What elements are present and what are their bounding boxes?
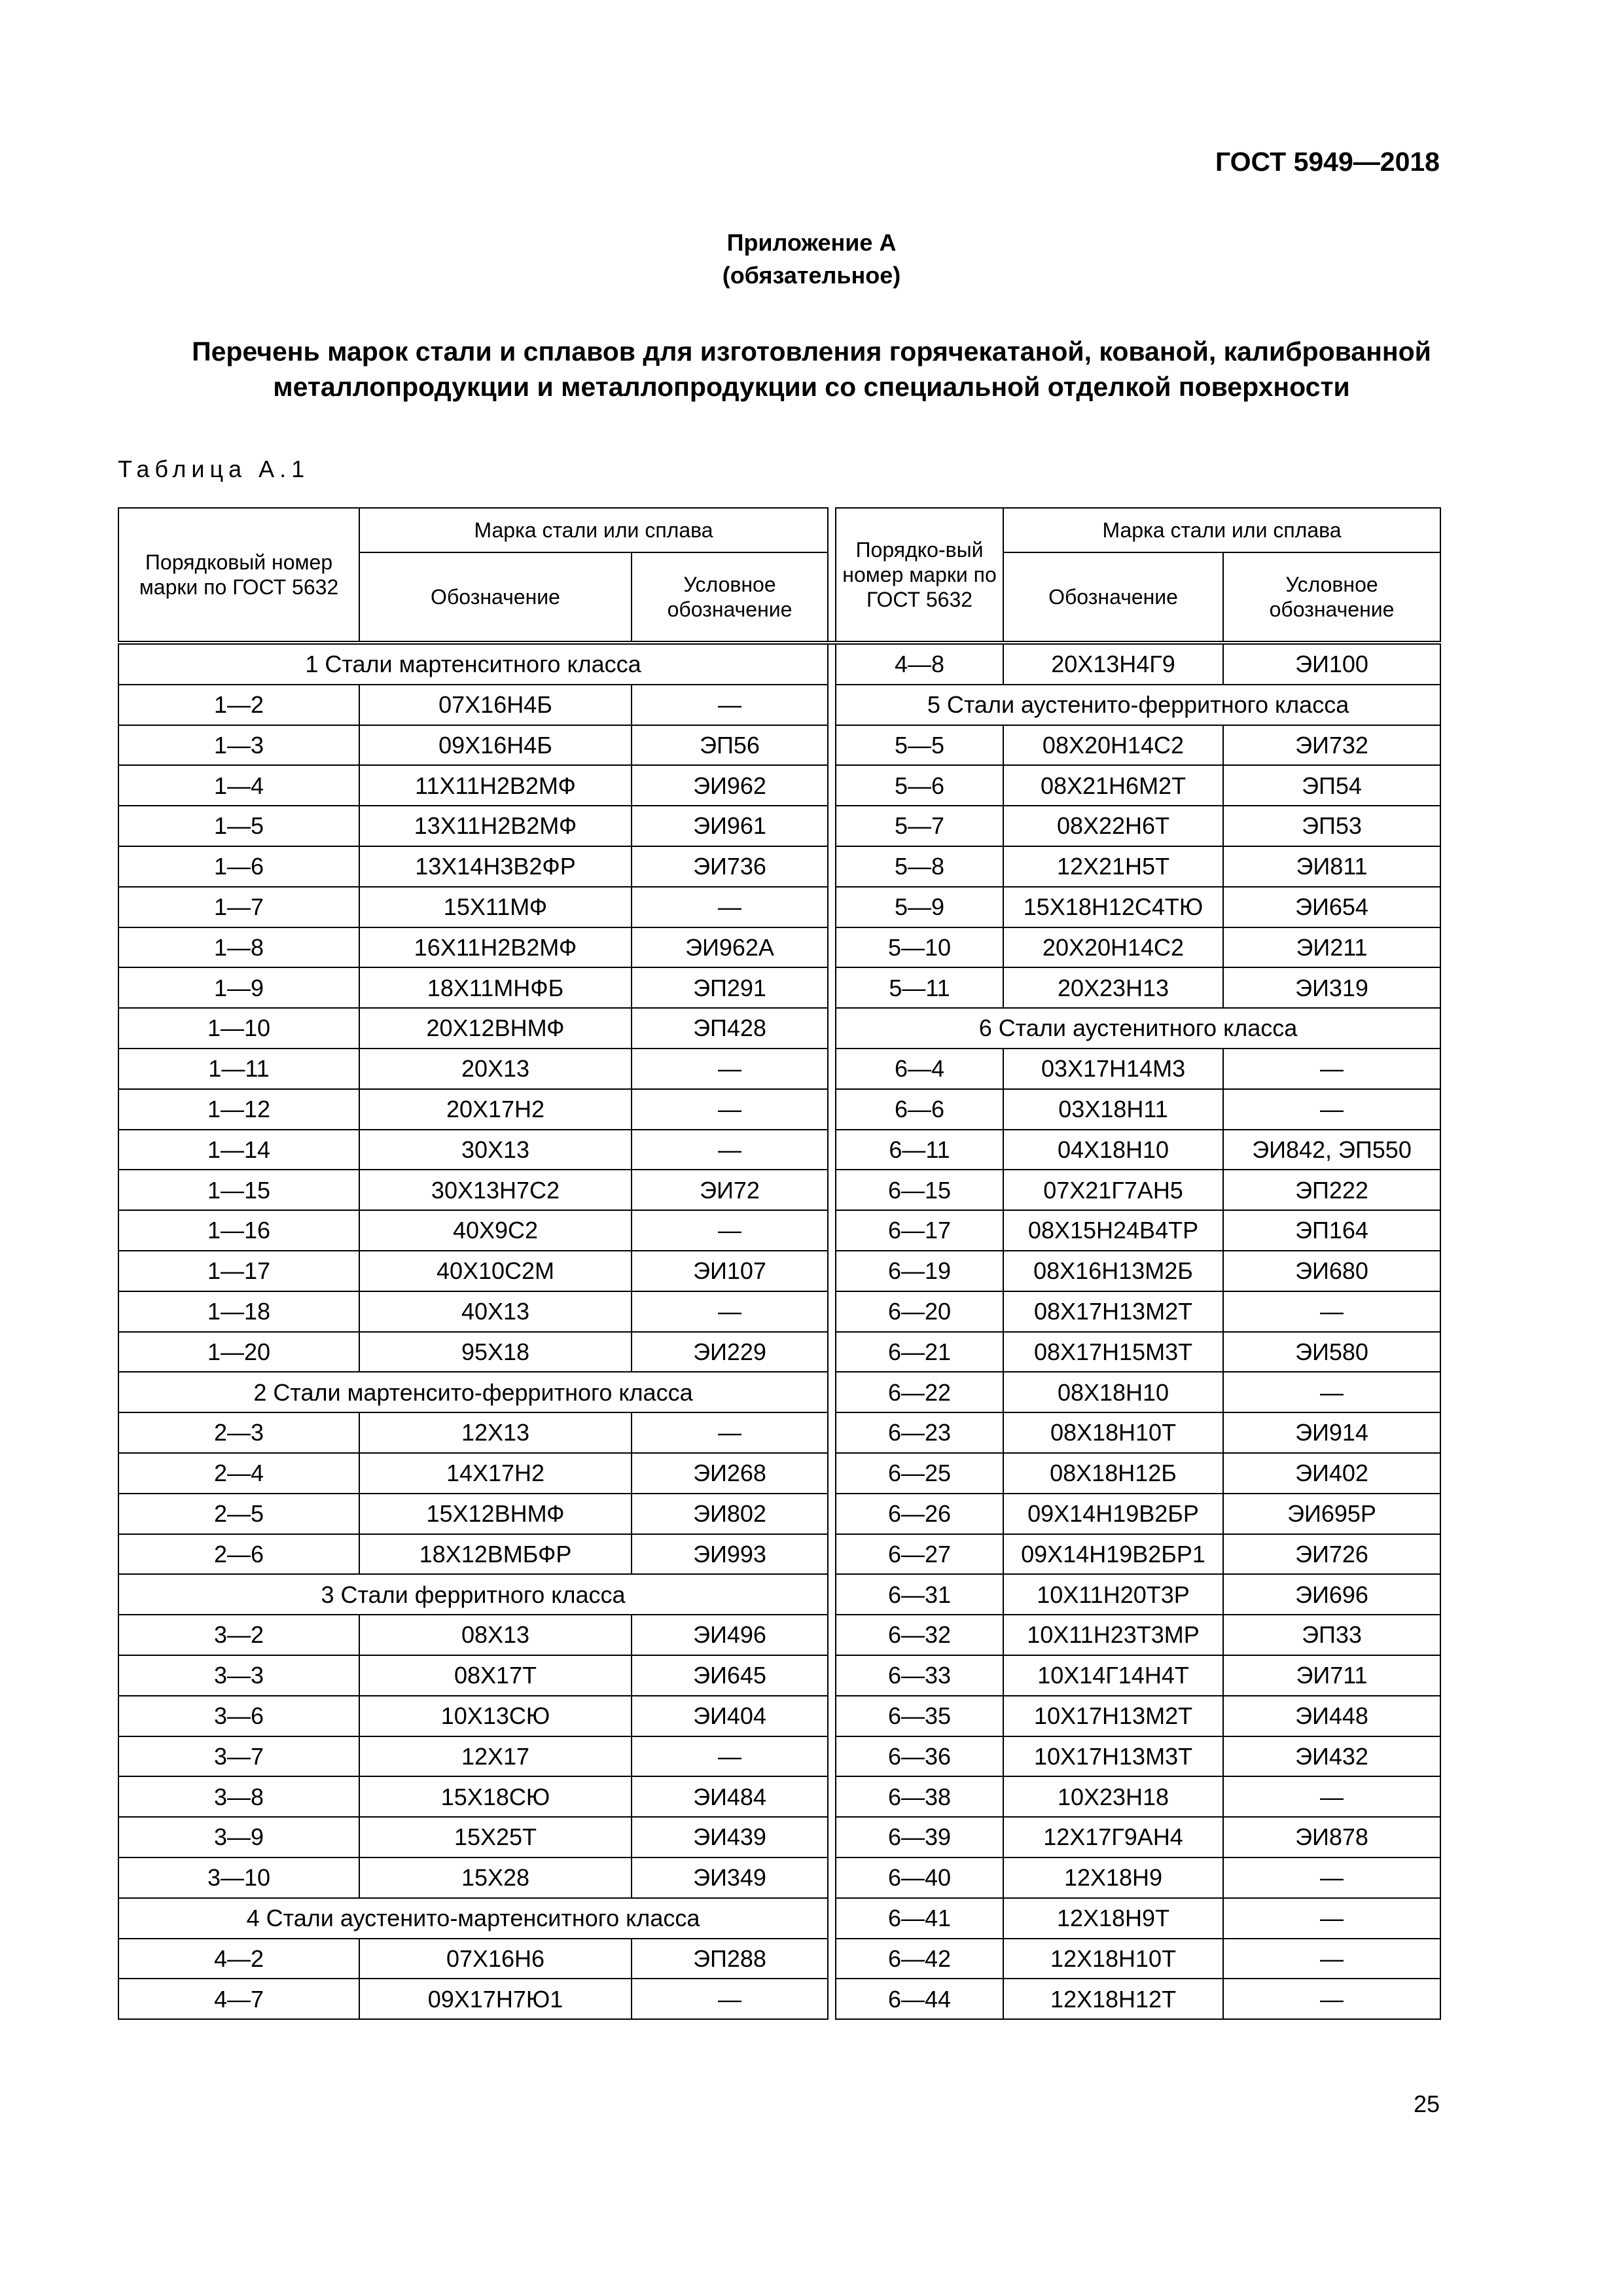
grade-number: 5—8 (836, 846, 1003, 887)
grade-conditional-designation: — (632, 1130, 828, 1170)
table-row (118, 806, 1440, 846)
grade-number: 1—18 (118, 1291, 359, 1332)
grade-number: 6—4 (836, 1049, 1003, 1089)
table-row (118, 725, 1440, 766)
grade-number: 3—3 (118, 1655, 359, 1696)
grade-conditional-designation: ЭП56 (632, 725, 828, 766)
grade-number: 6—38 (836, 1776, 1003, 1817)
grade-designation: 15Х12ВНМФ (359, 1494, 632, 1534)
grade-number: 2—6 (118, 1534, 359, 1575)
grade-conditional-designation: ЭП54 (1223, 765, 1440, 806)
grade-conditional-designation: ЭИ645 (632, 1655, 828, 1696)
table-body (118, 643, 1440, 2019)
grade-designation: 08Х15Н24В4ТР (1003, 1210, 1223, 1251)
grade-designation: 13Х11Н2В2МФ (359, 806, 632, 846)
grade-number: 1—5 (118, 806, 359, 846)
header-mark-group-right: Марка стали или сплава (1003, 508, 1440, 552)
column-separator (828, 765, 836, 806)
section-header: 1 Стали мартенситного класса (118, 643, 828, 685)
grade-conditional-designation: — (632, 1089, 828, 1130)
grade-conditional-designation: ЭП288 (632, 1939, 828, 1979)
header-number-right: Порядко-вый номер марки по ГОСТ 5632 (836, 508, 1003, 643)
grade-number: 1—9 (118, 967, 359, 1008)
grade-number: 1—14 (118, 1130, 359, 1170)
grade-number: 6—19 (836, 1251, 1003, 1291)
grade-designation: 20Х12ВНМФ (359, 1008, 632, 1049)
grade-conditional-designation: ЭИ962 (632, 765, 828, 806)
column-separator (828, 1939, 836, 1979)
grade-number: 2—3 (118, 1412, 359, 1453)
grade-number: 6—32 (836, 1615, 1003, 1655)
grade-conditional-designation: — (632, 685, 828, 725)
table-row (118, 1170, 1440, 1210)
grade-designation: 09Х17Н7Ю1 (359, 1979, 632, 2019)
grade-conditional-designation: ЭИ914 (1223, 1412, 1440, 1453)
grade-conditional-designation: ЭИ229 (632, 1332, 828, 1372)
grade-designation: 12Х17 (359, 1736, 632, 1777)
column-separator (828, 1736, 836, 1777)
table-row (118, 1776, 1440, 1817)
grade-conditional-designation: — (632, 1979, 828, 2019)
grade-designation: 40Х13 (359, 1291, 632, 1332)
grade-conditional-designation: — (632, 1210, 828, 1251)
column-separator (828, 1372, 836, 1412)
column-separator (828, 806, 836, 846)
grade-designation: 40Х10С2М (359, 1251, 632, 1291)
grade-designation: 20Х20Н14С2 (1003, 927, 1223, 968)
column-separator (828, 1049, 836, 1089)
grade-conditional-designation: — (1223, 1776, 1440, 1817)
grade-conditional-designation: — (632, 1049, 828, 1089)
column-separator (828, 967, 836, 1008)
column-separator (828, 1291, 836, 1332)
grade-designation: 10Х11Н23Т3МР (1003, 1615, 1223, 1655)
grade-number: 6—36 (836, 1736, 1003, 1777)
grade-conditional-designation: ЭИ404 (632, 1696, 828, 1736)
grade-number: 2—4 (118, 1453, 359, 1494)
grade-number: 1—3 (118, 725, 359, 766)
grade-number: 6—17 (836, 1210, 1003, 1251)
grade-conditional-designation: — (1223, 1857, 1440, 1898)
document-heading (118, 334, 1505, 404)
grade-conditional-designation: — (632, 1412, 828, 1453)
grade-number: 6—31 (836, 1574, 1003, 1615)
grade-conditional-designation: ЭИ654 (1223, 887, 1440, 927)
grade-designation: 10Х23Н18 (1003, 1776, 1223, 1817)
grade-conditional-designation: ЭИ484 (632, 1776, 828, 1817)
grade-designation: 08Х18Н10 (1003, 1372, 1223, 1412)
column-separator (828, 1453, 836, 1494)
table-row (118, 1979, 1440, 2019)
header-designation-left: Обозначение (359, 552, 632, 643)
grade-number: 6—11 (836, 1130, 1003, 1170)
grade-designation: 15Х11МФ (359, 887, 632, 927)
table-row (118, 1615, 1440, 1655)
grade-designation: 03Х18Н11 (1003, 1089, 1223, 1130)
grade-conditional-designation: — (1223, 1898, 1440, 1939)
grade-conditional-designation: ЭИ802 (632, 1494, 828, 1534)
grade-designation: 20Х23Н13 (1003, 967, 1223, 1008)
grade-conditional-designation: ЭИ842, ЭП550 (1223, 1130, 1440, 1170)
grade-number: 5—10 (836, 927, 1003, 968)
column-separator (828, 1817, 836, 1857)
header-conditional-right: Условное обозначение (1223, 552, 1440, 643)
grade-number: 4—2 (118, 1939, 359, 1979)
grade-number: 3—7 (118, 1736, 359, 1777)
grade-conditional-designation: ЭИ695Р (1223, 1494, 1440, 1534)
column-separator (828, 1494, 836, 1534)
grade-conditional-designation: ЭИ878 (1223, 1817, 1440, 1857)
column-separator (828, 1776, 836, 1817)
grade-number: 6—42 (836, 1939, 1003, 1979)
grade-designation: 08Х16Н13М2Б (1003, 1251, 1223, 1291)
grade-number: 6—33 (836, 1655, 1003, 1696)
grade-number: 5—7 (836, 806, 1003, 846)
grade-designation: 12Х18Н9Т (1003, 1898, 1223, 1939)
grade-conditional-designation: — (1223, 1939, 1440, 1979)
grade-number: 1—16 (118, 1210, 359, 1251)
column-separator (828, 887, 836, 927)
section-header: 6 Стали аустенитного класса (836, 1008, 1440, 1049)
grade-designation: 15Х25Т (359, 1817, 632, 1857)
grade-conditional-designation: ЭИ439 (632, 1817, 828, 1857)
grade-designation: 04Х18Н10 (1003, 1130, 1223, 1170)
grade-designation: 20Х13Н4Г9 (1003, 643, 1223, 685)
grade-designation: 20Х17Н2 (359, 1089, 632, 1130)
grade-number: 1—11 (118, 1049, 359, 1089)
grade-designation: 09Х14Н19В2БР1 (1003, 1534, 1223, 1575)
grade-designation: 18Х11МНФБ (359, 967, 632, 1008)
grade-designation: 95Х18 (359, 1332, 632, 1372)
column-separator (828, 1857, 836, 1898)
table-row (118, 927, 1440, 968)
grade-designation: 08Х20Н14С2 (1003, 725, 1223, 766)
grade-conditional-designation: — (1223, 1979, 1440, 2019)
steel-grades-table (118, 507, 1440, 2020)
grade-conditional-designation: ЭП53 (1223, 806, 1440, 846)
grade-number: 1—6 (118, 846, 359, 887)
grade-designation: 11Х11Н2В2МФ (359, 765, 632, 806)
grade-number: 5—6 (836, 765, 1003, 806)
appendix-status: (обязательное) (722, 262, 901, 289)
grade-number: 5—5 (836, 725, 1003, 766)
table-row (118, 1857, 1440, 1898)
grade-number: 6—26 (836, 1494, 1003, 1534)
column-separator (828, 508, 836, 643)
section-header: 3 Стали ферритного класса (118, 1574, 828, 1615)
grade-number: 6—20 (836, 1291, 1003, 1332)
grade-conditional-designation: ЭИ349 (632, 1857, 828, 1898)
appendix-heading (0, 226, 1623, 292)
grade-designation: 07Х16Н4Б (359, 685, 632, 725)
grade-designation: 08Х17Н15М3Т (1003, 1332, 1223, 1372)
grade-number: 6—40 (836, 1857, 1003, 1898)
table-row (118, 1130, 1440, 1170)
grade-number: 6—27 (836, 1534, 1003, 1575)
grade-conditional-designation: — (632, 1291, 828, 1332)
column-separator (828, 1979, 836, 2019)
grade-conditional-designation: — (632, 887, 828, 927)
document-code: ГОСТ 5949—2018 (1215, 147, 1440, 177)
section-header: 2 Стали мартенсито-ферритного класса (118, 1372, 828, 1412)
grade-number: 6—41 (836, 1898, 1003, 1939)
table-row (118, 1696, 1440, 1736)
grade-conditional-designation: ЭИ580 (1223, 1332, 1440, 1372)
grade-conditional-designation: — (1223, 1049, 1440, 1089)
grade-conditional-designation: ЭИ448 (1223, 1696, 1440, 1736)
table-row (118, 967, 1440, 1008)
table-row (118, 1089, 1440, 1130)
grade-number: 2—5 (118, 1494, 359, 1534)
grade-designation: 15Х18СЮ (359, 1776, 632, 1817)
grade-number: 1—20 (118, 1332, 359, 1372)
column-separator (828, 927, 836, 968)
grade-conditional-designation: — (632, 1736, 828, 1777)
grade-conditional-designation: ЭИ696 (1223, 1574, 1440, 1615)
grade-conditional-designation: ЭИ100 (1223, 643, 1440, 685)
grade-designation: 08Х18Н12Б (1003, 1453, 1223, 1494)
grade-designation: 10Х17Н13М2Т (1003, 1696, 1223, 1736)
grade-conditional-designation: ЭП164 (1223, 1210, 1440, 1251)
table-row (118, 1210, 1440, 1251)
column-separator (828, 1210, 836, 1251)
table-row (118, 1817, 1440, 1857)
grade-designation: 08Х18Н10Т (1003, 1412, 1223, 1453)
table-row (118, 685, 1440, 725)
column-separator (828, 1574, 836, 1615)
grade-number: 3—6 (118, 1696, 359, 1736)
grade-designation: 08Х17Н13М2Т (1003, 1291, 1223, 1332)
grade-conditional-designation: ЭП33 (1223, 1615, 1440, 1655)
grade-conditional-designation: ЭИ680 (1223, 1251, 1440, 1291)
header-conditional-left: Условное обозначение (632, 552, 828, 643)
grade-designation: 12Х18Н9 (1003, 1857, 1223, 1898)
grade-number: 6—44 (836, 1979, 1003, 2019)
table-row (118, 1736, 1440, 1777)
grade-conditional-designation: ЭП428 (632, 1008, 828, 1049)
grade-number: 1—17 (118, 1251, 359, 1291)
grade-designation: 10Х14Г14Н4Т (1003, 1655, 1223, 1696)
grade-designation: 10Х11Н20Т3Р (1003, 1574, 1223, 1615)
table-row (118, 1332, 1440, 1372)
grade-conditional-designation: ЭП291 (632, 967, 828, 1008)
table-row (118, 1898, 1440, 1939)
grade-designation: 14Х17Н2 (359, 1453, 632, 1494)
table-row (118, 1494, 1440, 1534)
column-separator (828, 685, 836, 725)
grade-number: 6—21 (836, 1332, 1003, 1372)
column-separator (828, 1332, 836, 1372)
column-separator (828, 1130, 836, 1170)
column-separator (828, 1251, 836, 1291)
grade-number: 6—23 (836, 1412, 1003, 1453)
header-number-left: Порядковый номер марки по ГОСТ 5632 (118, 508, 359, 643)
grade-designation: 12Х17Г9АН4 (1003, 1817, 1223, 1857)
grade-number: 3—9 (118, 1817, 359, 1857)
grade-number: 1—4 (118, 765, 359, 806)
column-separator (828, 1655, 836, 1696)
grade-conditional-designation: ЭИ432 (1223, 1736, 1440, 1777)
table-row (118, 1412, 1440, 1453)
table-row (118, 1372, 1440, 1412)
grade-conditional-designation: ЭИ211 (1223, 927, 1440, 968)
grade-number: 1—10 (118, 1008, 359, 1049)
column-separator (828, 1615, 836, 1655)
grade-conditional-designation: — (1223, 1089, 1440, 1130)
grade-designation: 08Х22Н6Т (1003, 806, 1223, 846)
column-separator (828, 1696, 836, 1736)
table-row (118, 1008, 1440, 1049)
header-mark-group-left: Марка стали или сплава (359, 508, 828, 552)
grade-designation: 10Х17Н13М3Т (1003, 1736, 1223, 1777)
grade-conditional-designation: ЭИ268 (632, 1453, 828, 1494)
grade-conditional-designation: ЭИ962А (632, 927, 828, 968)
grade-designation: 12Х21Н5Т (1003, 846, 1223, 887)
grade-conditional-designation: ЭИ736 (632, 846, 828, 887)
appendix-title: Приложение А (726, 229, 897, 256)
section-header: 4 Стали аустенито-мартенситного класса (118, 1898, 828, 1939)
grade-designation: 40Х9С2 (359, 1210, 632, 1251)
grade-designation: 10Х13СЮ (359, 1696, 632, 1736)
column-separator (828, 1008, 836, 1049)
page-number: 25 (1413, 2090, 1440, 2117)
grade-number: 6—39 (836, 1817, 1003, 1857)
table-row (118, 1534, 1440, 1575)
column-separator (828, 1412, 836, 1453)
grade-designation: 12Х13 (359, 1412, 632, 1453)
grade-number: 6—6 (836, 1089, 1003, 1130)
column-separator (828, 1170, 836, 1210)
grade-designation: 18Х12ВМБФР (359, 1534, 632, 1575)
grade-designation: 20Х13 (359, 1049, 632, 1089)
grade-designation: 07Х16Н6 (359, 1939, 632, 1979)
table-row (118, 1453, 1440, 1494)
grade-designation: 09Х16Н4Б (359, 725, 632, 766)
table-row (118, 846, 1440, 887)
heading-line-2: металлопродукции и металлопродукции со специальной отделкой поверхности (273, 372, 1350, 402)
table-row (118, 1291, 1440, 1332)
grade-number: 5—9 (836, 887, 1003, 927)
grade-designation: 07Х21Г7АН5 (1003, 1170, 1223, 1210)
table-label: Таблица А.1 (118, 456, 310, 482)
grade-designation: 30Х13 (359, 1130, 632, 1170)
grade-designation: 30Х13Н7С2 (359, 1170, 632, 1210)
grade-designation: 08Х17Т (359, 1655, 632, 1696)
grade-designation: 15Х18Н12С4ТЮ (1003, 887, 1223, 927)
table-row (118, 1655, 1440, 1696)
grade-number: 1—7 (118, 887, 359, 927)
column-separator (828, 846, 836, 887)
column-separator (828, 643, 836, 685)
grade-conditional-designation: ЭИ72 (632, 1170, 828, 1210)
grade-number: 1—15 (118, 1170, 359, 1210)
grade-conditional-designation: ЭИ726 (1223, 1534, 1440, 1575)
grade-number: 4—8 (836, 643, 1003, 685)
grade-conditional-designation: ЭИ711 (1223, 1655, 1440, 1696)
grade-designation: 15Х28 (359, 1857, 632, 1898)
grade-conditional-designation: ЭП222 (1223, 1170, 1440, 1210)
grade-number: 4—7 (118, 1979, 359, 2019)
grade-designation: 12Х18Н10Т (1003, 1939, 1223, 1979)
grade-number: 6—35 (836, 1696, 1003, 1736)
grade-conditional-designation: ЭИ319 (1223, 967, 1440, 1008)
grade-conditional-designation: ЭИ811 (1223, 846, 1440, 887)
table-row (118, 765, 1440, 806)
grade-conditional-designation: ЭИ961 (632, 806, 828, 846)
table-row (118, 1574, 1440, 1615)
grade-conditional-designation: ЭИ732 (1223, 725, 1440, 766)
heading-line-1: Перечень марок стали и сплавов для изготовления горячекатаной, кованой, калиброванной (192, 336, 1431, 367)
section-header: 5 Стали аустенито-ферритного класса (836, 685, 1440, 725)
grade-designation: 16Х11Н2В2МФ (359, 927, 632, 968)
grade-designation: 03Х17Н14М3 (1003, 1049, 1223, 1089)
grade-designation: 08Х13 (359, 1615, 632, 1655)
grade-conditional-designation: — (1223, 1372, 1440, 1412)
table-row (118, 643, 1440, 685)
table-row (118, 1939, 1440, 1979)
grade-number: 3—8 (118, 1776, 359, 1817)
column-separator (828, 1089, 836, 1130)
grade-number: 6—22 (836, 1372, 1003, 1412)
table-row (118, 1251, 1440, 1291)
table-row (118, 1049, 1440, 1089)
grade-conditional-designation: ЭИ402 (1223, 1453, 1440, 1494)
grade-conditional-designation: ЭИ993 (632, 1534, 828, 1575)
grade-designation: 08Х21Н6М2Т (1003, 765, 1223, 806)
column-separator (828, 725, 836, 766)
grade-number: 3—2 (118, 1615, 359, 1655)
grade-conditional-designation: ЭИ496 (632, 1615, 828, 1655)
grade-number: 3—10 (118, 1857, 359, 1898)
header-designation-right: Обозначение (1003, 552, 1223, 643)
grade-number: 6—15 (836, 1170, 1003, 1210)
grade-designation: 12Х18Н12Т (1003, 1979, 1223, 2019)
table-row (118, 887, 1440, 927)
grade-number: 1—12 (118, 1089, 359, 1130)
grade-designation: 09Х14Н19В2БР (1003, 1494, 1223, 1534)
grade-number: 6—25 (836, 1453, 1003, 1494)
column-separator (828, 1534, 836, 1575)
grade-number: 1—8 (118, 927, 359, 968)
column-separator (828, 1898, 836, 1939)
grade-number: 5—11 (836, 967, 1003, 1008)
grade-number: 1—2 (118, 685, 359, 725)
grade-conditional-designation: ЭИ107 (632, 1251, 828, 1291)
grade-designation: 13Х14Н3В2ФР (359, 846, 632, 887)
grade-conditional-designation: — (1223, 1291, 1440, 1332)
